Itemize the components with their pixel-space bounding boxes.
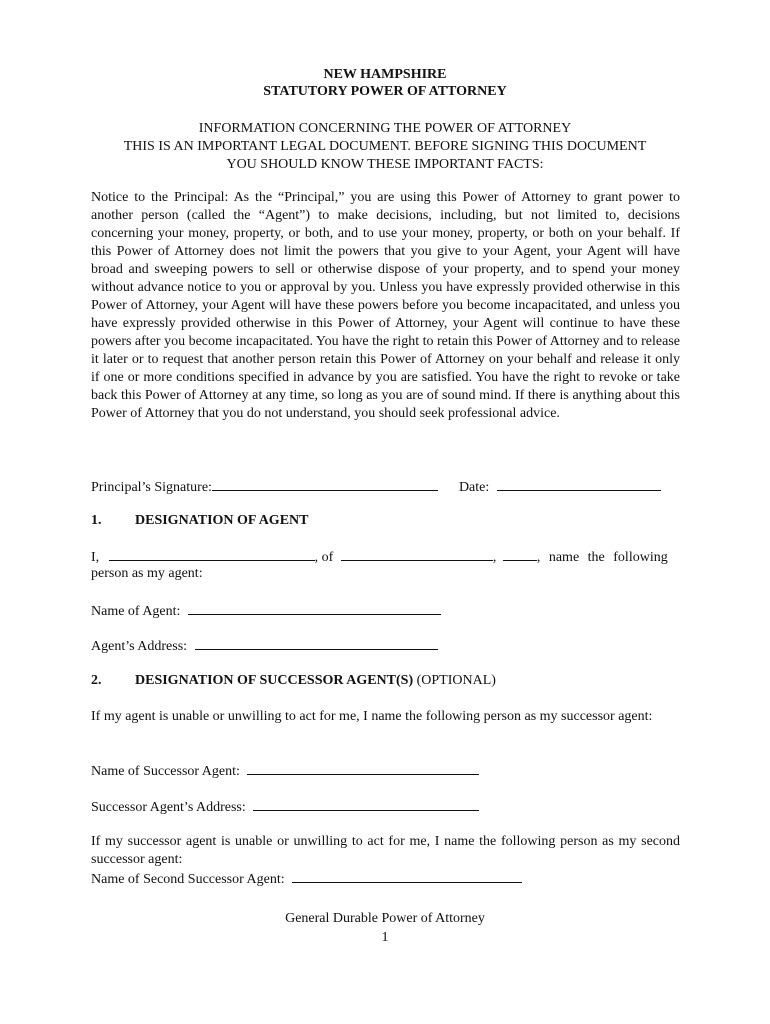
principal-signature-field[interactable]	[212, 477, 438, 491]
page-number: 1	[381, 930, 389, 945]
second-successor-name-label: Name of Second Successor Agent:	[91, 872, 285, 887]
section-2-title: DESIGNATION OF SUCCESSOR AGENT(S)	[135, 673, 414, 688]
date-label: Date:	[458, 480, 490, 495]
section-2-number: 2.	[91, 673, 102, 688]
successor-address-row	[91, 797, 680, 817]
agent-address-label: Agent’s Address:	[91, 639, 188, 654]
section-1-number: 1.	[91, 513, 102, 528]
name-of-agent-row	[91, 601, 680, 621]
document-title: STATUTORY POWER OF ATTORNEY	[263, 84, 507, 99]
principal-extra-field[interactable]	[503, 547, 537, 561]
agent-designation-row	[91, 547, 680, 567]
info-line-2: THIS IS AN IMPORTANT LEGAL DOCUMENT. BEFORE SIGNING THIS DOCUMENT	[123, 139, 647, 154]
section-1-heading	[91, 512, 680, 530]
section-2-optional: (OPTIONAL)	[416, 673, 496, 688]
second-successor-paragraph: If my successor agent is unable or unwilling to act for me, I name the following person as my second successor agent:	[91, 834, 680, 867]
signature-row	[91, 477, 680, 497]
second-successor-name-field[interactable]	[292, 869, 522, 883]
state-heading: NEW HAMPSHIRE	[323, 67, 447, 82]
comma-label: ,	[492, 550, 497, 565]
date-field[interactable]	[497, 477, 661, 491]
principal-location-field[interactable]	[341, 547, 493, 561]
name-following-label: , name the following	[536, 550, 668, 565]
footer-document-name: General Durable Power of Attorney	[285, 911, 485, 926]
info-line-3: YOU SHOULD KNOW THESE IMPORTANT FACTS:	[226, 157, 544, 172]
agent-address-field[interactable]	[195, 636, 438, 650]
successor-address-field[interactable]	[253, 797, 479, 811]
notice-paragraph: Notice to the Principal: As the “Principal,” you are using this Power of Attorney to grant power to another person (called the “Agent”) to make decisions, including, but not limited to, decisions concerning your money, property, or both, and to use your money, property, or both on your behalf. If this Power of Attorney does not limit the powers that you give to your Agent, your Agent will have broad and sweeping powers to sell or otherwise dispose of your property, and to spend your money without advance notice to you or approval by you. Unless you have expressly provided otherwise in this Power of Attorney, your Agent will have these powers before you become incapacitated, and unless you have expressly provided otherwise in this Power of Attorney, your Agent will continue to have these powers after you become incapacitated. You have the right to retain this Power of Attorney and to release it later or to request that another person retain this Power of Attorney on your behalf and release it only if one or more conditions specified in advance by you are satisfied. You have the right to revoke or take back this Power of Attorney at any time, so long as you are of sound mind. If there is anything about this Power of Attorney that you do not understand, you should seek professional advice.	[91, 190, 680, 421]
successor-address-label: Successor Agent’s Address:	[91, 800, 246, 815]
i-label: I,	[91, 550, 100, 565]
page-footer	[0, 909, 770, 947]
principal-signature-label: Principal’s Signature:	[91, 480, 212, 495]
successor-name-row	[91, 761, 680, 781]
of-label: , of	[314, 550, 334, 565]
section-1-title: DESIGNATION OF AGENT	[135, 513, 309, 528]
info-line-1: INFORMATION CONCERNING THE POWER OF ATTORNEY	[198, 121, 572, 136]
successor-paragraph: If my agent is unable or unwilling to act for me, I name the following person as my successor agent:	[91, 709, 653, 724]
second-successor-name-row	[91, 869, 680, 889]
info-heading	[0, 120, 770, 174]
successor-name-field[interactable]	[247, 761, 479, 775]
agent-address-row	[91, 636, 680, 656]
successor-name-label: Name of Successor Agent:	[91, 764, 240, 779]
principal-name-field[interactable]	[109, 547, 315, 561]
section-2-heading	[91, 672, 680, 690]
name-of-agent-label: Name of Agent:	[91, 604, 181, 619]
name-of-agent-field[interactable]	[188, 601, 441, 615]
person-as-agent-text: person as my agent:	[91, 566, 203, 581]
